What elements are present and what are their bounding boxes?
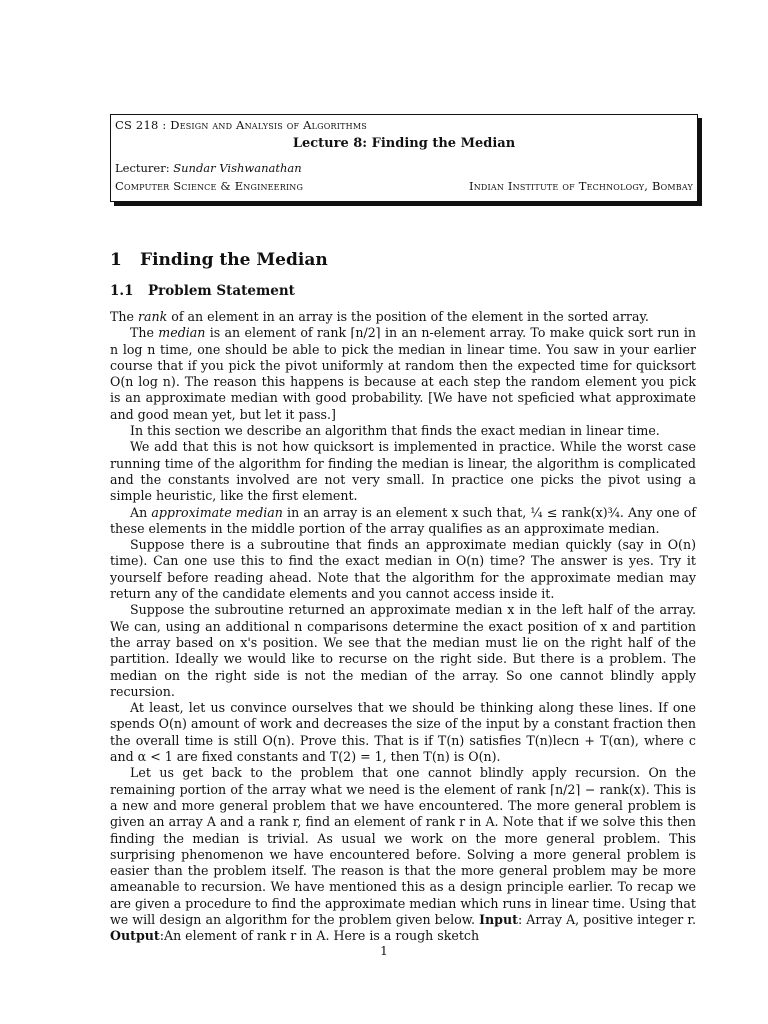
paragraph-9: Let us get back to the problem that one cannot blindly apply recursion. On the remaining portion of the array what we need is the element of rank ⌈n/2⌉ − rank(x). This is a new and more general problem that we have encountered. The more general problem is given an array A and a rank r, find an element of rank r in A. Note that if we solve this then finding the median is trivial. As usual we work on the more general problem. This surprising phenomenon we have encountered before. Solving a more general problem is easier than the problem itself. The reason is that the more general problem may be more ameanable to recursion. We have mentioned this as a design principle earlier. To recap we are given a procedure to find the approximate median which runs in linear time. Using that we will design an algorithm for the problem given below. Input: Array A, positive integer r. Output:An element of rank r in A. Here is a rough sketch xyxy=(110,765,697,944)
department-name: Computer Science & Engineering xyxy=(115,179,304,193)
page-number: 1 xyxy=(380,944,388,958)
paragraph-7: Suppose the subroutine returned an approximate median x in the left half of the array. We can, using an additional n comparisons determine the exact position of x and partition the array based on x's position. We see that the median must lie on the right half of the partition. Ideally we would like to recurse on the right side. But there is a problem. The median on the right side is not the median of the array. So one cannot blindly apply recursion. xyxy=(110,602,696,699)
subsection-title: Problem Statement xyxy=(148,283,295,299)
subsection-heading xyxy=(110,283,295,299)
paragraph-2: The median is an element of rank ⌈n/2⌉ in an n-element array. To make quick sort run in n log n time, one should be able to pick the median in linear time. You saw in your earlier course that if you pick the pivot uniformly at random then the expected time for quicksort O(n log n). The reason this happens is because at each step the random element you pick is an approximate median with good probability. [We have not speficied what approximate and good mean yet, but let it pass.] xyxy=(110,325,696,422)
lecturer-name: Sundar Vishwanathan xyxy=(173,161,302,175)
course-title: CS 218 : Design and Analysis of Algorithms xyxy=(115,118,367,132)
rank-term: rank xyxy=(137,309,168,324)
lecture-header-box xyxy=(110,114,700,204)
subsection-number: 1.1 xyxy=(110,283,134,299)
header-frame xyxy=(110,114,698,202)
paragraph-4: We add that this is not how quicksort is implemented in practice. While the worst case running time of the algorithm for finding the median is linear, the algorithm is complicated and the constants involved are not very small. In practice one picks the pivot using a simple heuristic, like the first element. xyxy=(110,439,696,504)
section-title: Finding the Median xyxy=(140,250,328,270)
institute-name: Indian Institute of Technology, Bombay xyxy=(468,179,693,193)
section-number: 1 xyxy=(110,250,122,270)
lecturer-line xyxy=(115,161,302,175)
input-label: Input xyxy=(479,911,518,927)
paragraph-6: Suppose there is a subroutine that finds an approximate median quickly (say in O(n) time). Can one use this to find the exact median in O(n) time? The answer is yes. Try it yourself before reading ahead. Note that the algorithm for the approximate median may return any of the candidate elements and you cannot access inside it. xyxy=(110,537,696,602)
section-heading xyxy=(110,250,328,270)
paragraph-1: The rank of an element in an array is the position of the element in the sorted array. xyxy=(110,309,649,324)
paragraph-3: In this section we describe an algorithm that finds the exact median in linear time. xyxy=(130,423,660,439)
output-label: Output xyxy=(110,928,160,944)
lecturer-label: Lecturer: xyxy=(115,161,170,175)
median-term: median xyxy=(158,325,206,341)
body-text xyxy=(110,309,696,945)
paragraph-8: At least, let us convince ourselves that we should be thinking along these lines. If one spends O(n) amount of work and decreases the size of the input by a constant fraction then the overall time is still O(n). Prove this. That is if T(n) satisfies T(n)lecn + T(αn), where c and α < 1 are fixed constants and T(2) = 1, then T(n) is O(n). xyxy=(110,700,696,765)
paragraph-5: An approximate median in an array is an element x such that, ¼ ≤ rank(x)¾. Any one of these elements in the middle portion of the array qualifies as an approximate median. xyxy=(110,504,696,536)
approximate-median-term: approximate median xyxy=(151,504,283,520)
lecture-title: Lecture 8: Finding the Median xyxy=(292,136,516,151)
